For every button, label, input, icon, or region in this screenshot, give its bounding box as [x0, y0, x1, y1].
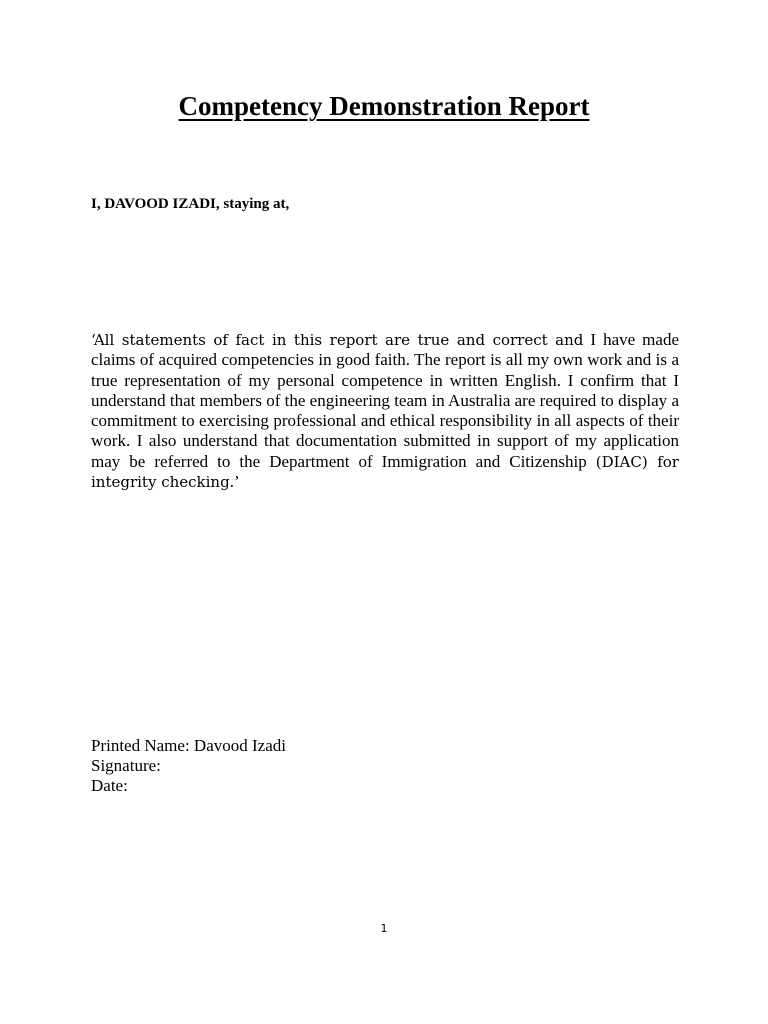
page-title: Competency Demonstration Report	[178, 91, 590, 121]
printed-name: Printed Name: Davood Izadi	[91, 736, 286, 755]
statement-end: .’	[229, 472, 240, 492]
declarant-line: I, DAVOOD IZADI, staying at,	[91, 196, 290, 212]
signature-block	[91, 736, 286, 796]
date-label: Date:	[91, 776, 128, 795]
signature-label: Signature:	[91, 756, 161, 775]
statement-lead: ‘All statements of fact in this report are true and correct and	[91, 331, 584, 349]
statement-tail: (DIAC) for integrity checking	[91, 452, 679, 492]
statement-paragraph	[91, 330, 679, 492]
statement-body: I have made claims of acquired competencies in good faith. The report is all my own work and is a true representation of my personal competence in written English. I confirm that I understand that members of the engineering team in Australia are required to display a commitment to exercising professional and ethical responsibility in all aspects of their work. I also understand that documentation submitted in support of my application may be referred to the Department of Immigration and Citizenship	[91, 330, 679, 471]
page-number: 1	[380, 922, 388, 935]
